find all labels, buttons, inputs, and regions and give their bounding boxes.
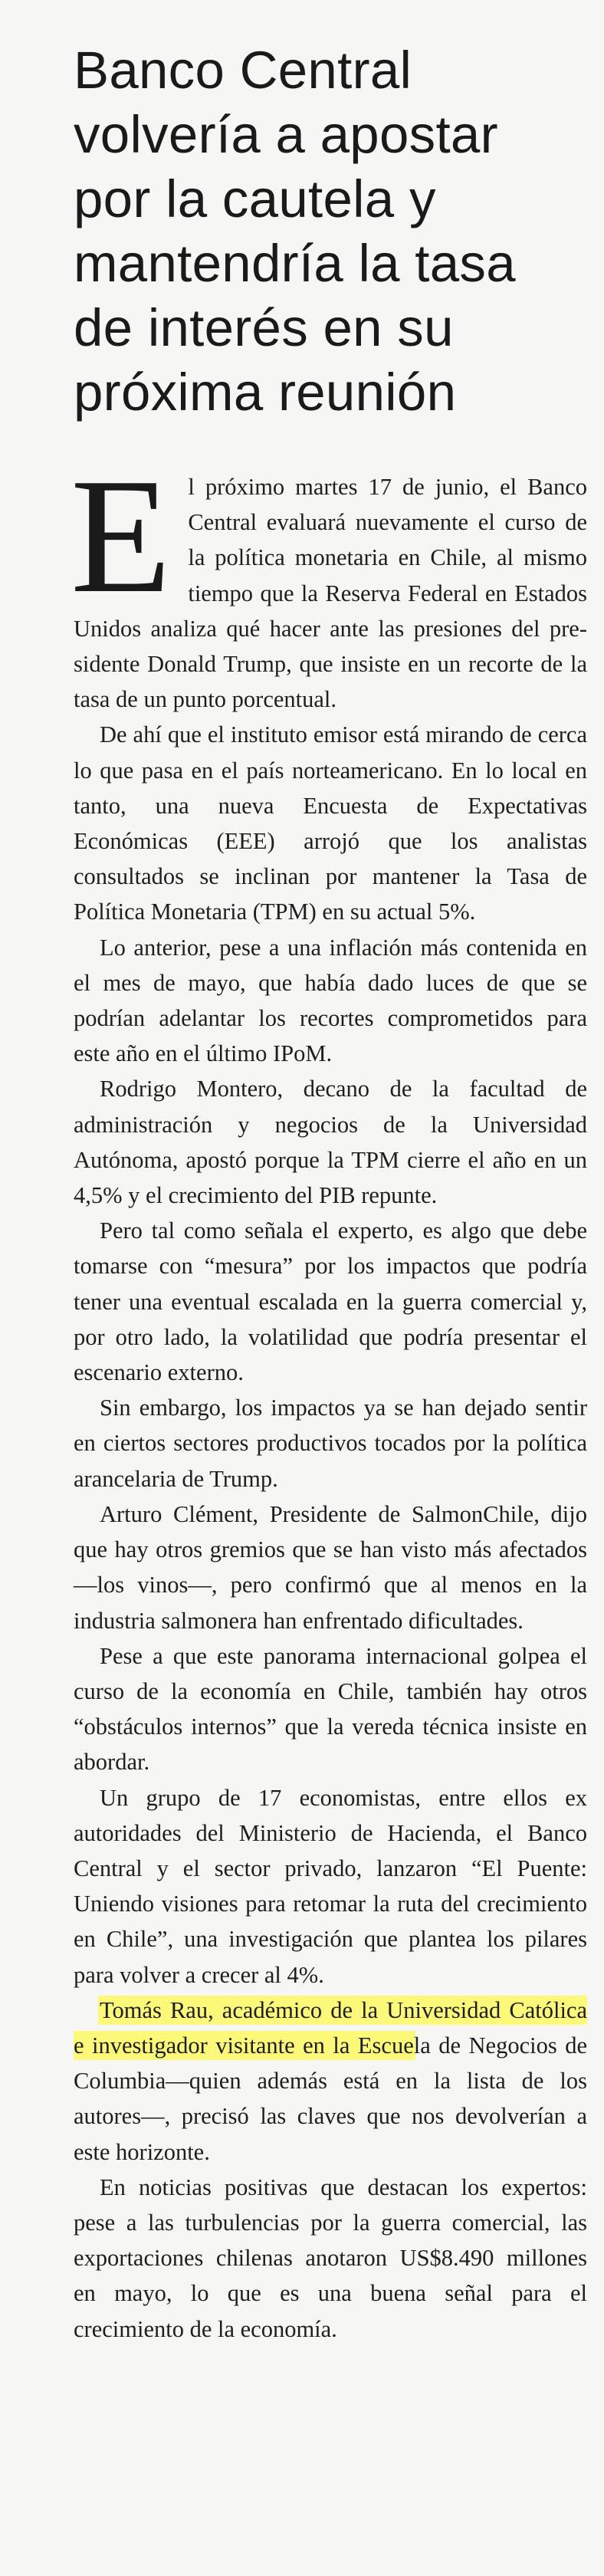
- paragraph-continuation: la de Negocios de Columbia—quien además está en la lista de los autores—, precisó las claves que nos devolverían a este horizonte.: [74, 2032, 587, 2165]
- paragraph-highlighted: [74, 1993, 587, 2170]
- paragraph: De ahí que el instituto emisor está mirando de cerca lo que pasa en el país norteamericano. En lo local en tanto, una nueva Encuesta de Expectativas Económicas (EEE) arrojó que los analistas consultados se inclinan por mantener la Tasa de Política Monetaria (TPM) en su actual 5%.: [74, 721, 587, 925]
- headline-line: por la cautela y: [74, 169, 436, 228]
- paragraph: Un grupo de 17 economistas, entre ellos ex autoridades del Ministerio de Hacienda, el Banco Central y el sector privado, lanzaron “El Puente: Uniendo visiones para retomar la ruta del crecimiento en Chile”, una investigación que plantea los pilares para volver a crecer al 4%.: [74, 1784, 587, 1988]
- paragraph: Rodrigo Montero, decano de la facultad de administración y negocios de la Universidad Autónoma, apostó porque la TPM cierre el año en un 4,5% y el crecimiento del PIB repunte.: [74, 1076, 587, 1209]
- paragraph: En noticias positivas que destacan los expertos: pese a las turbulencias por la guerra comercial, las exportaciones chilenas anotaron US$8.490 millones en mayo, lo que es una buena señal para el crecimiento de la economía.: [74, 2174, 587, 2342]
- headline: [74, 38, 587, 425]
- paragraph: Arturo Clément, Presidente de SalmonChile, dijo que hay otros gremios que se han visto más afectados —los vinos—, pero confirmó que al menos en la industria salmonera han enfrentado dificultades.: [74, 1500, 587, 1634]
- article: [71, 38, 587, 2347]
- paragraph: Sin embargo, los impactos ya se han dejado sentir en ciertos sectores productivos tocados por la política arancelaria de Trump.: [74, 1395, 587, 1492]
- paragraph: Pero tal como señala el experto, es algo que debe tomarse con “mesura” por los impactos que podría tener una eventual escalada en la guerra comercial y, por otro lado, la volatilidad que podría presentar el escenario externo.: [74, 1217, 587, 1386]
- paragraph: Lo anterior, pese a una inflación más contenida en el mes de mayo, que había dado luces de que se podrían adelantar los recortes comprometidos para este año en el último IPoM.: [74, 934, 587, 1067]
- article-body: [71, 444, 587, 2347]
- headline-line: volvería a apostar: [74, 105, 498, 164]
- paragraph: Pese a que este panorama internacional golpea el curso de la economía en Chile, también hay otros “obstáculos internos” que la vereda técnica insiste en abordar.: [74, 1642, 587, 1776]
- drop-cap: E: [71, 444, 172, 627]
- highlighted-text: Tomás Rau, académico de la Universidad Católica e investigador visitante en la Escue: [74, 1996, 587, 2058]
- headline-line: próxima reunión: [74, 363, 457, 422]
- lead-text: l próximo martes 17 de junio, el Banco Central evaluará nuevamente el curso de la política monetaria en Chile, al mismo tiempo que la Reserva Federal en Estados Unidos analiza qué hacer ante las presiones del presidente Donald Trump, que insiste en un recorte de la tasa de un punto porcentual.: [74, 474, 587, 713]
- headline-line: mantendría la tasa: [74, 234, 516, 293]
- paragraph-lead: [71, 444, 587, 717]
- headline-line: de interés en su: [74, 298, 454, 357]
- headline-line: Banco Central: [74, 41, 412, 100]
